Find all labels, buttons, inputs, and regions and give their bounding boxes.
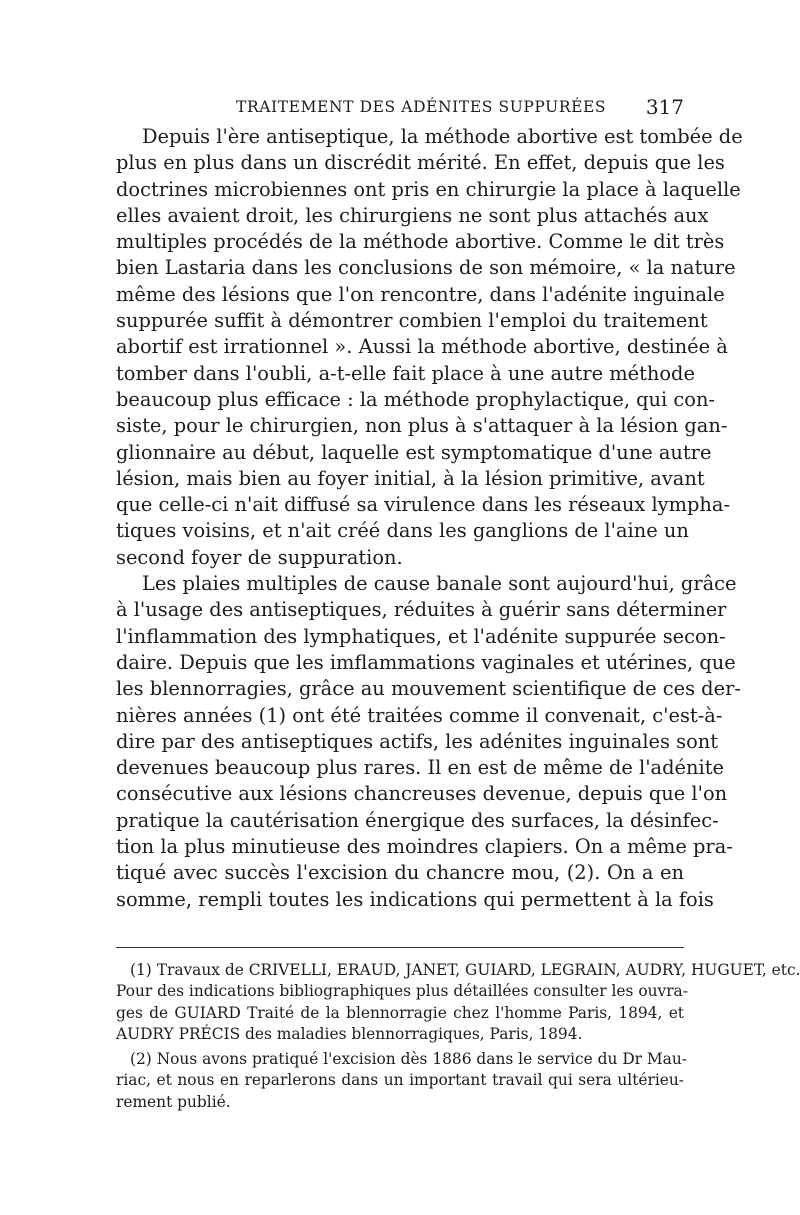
text-line: lésion, mais bien au foyer initial, à la lésion primitive, avant	[116, 466, 705, 490]
footnote-line: riac, et nous en reparlerons dans un important travail qui sera ultérieu-	[116, 1071, 684, 1090]
text-line: pratique la cautérisation énergique des surfaces, la désinfec-	[116, 808, 719, 832]
page-number: 317	[645, 95, 684, 119]
running-title: TRAITEMENT DES ADÉNITES SUPPURÉES	[236, 98, 607, 116]
text-line: tomber dans l'oubli, a-t-elle fait place à une autre méthode	[116, 361, 695, 385]
text-line: tion la plus minutieuse des moindres clapiers. On a même pra-	[116, 835, 733, 859]
text-line: tiques voisins, et n'ait créé dans les ganglions de l'aine un	[116, 519, 689, 543]
text-line: devenues beaucoup plus rares. Il en est de même de l'adénite	[116, 756, 724, 780]
text-line: à l'usage des antiseptiques, réduites à guérir sans déterminer	[116, 598, 727, 622]
text-line: plus en plus dans un discrédit mérité. En effet, depuis que les	[116, 151, 725, 175]
text-line: glionnaire au début, laquelle est symptomatique d'une autre	[116, 440, 712, 464]
footnote-1	[116, 960, 800, 1045]
text-line: que celle-ci n'ait diffusé sa virulence dans les réseaux lympha-	[116, 493, 731, 517]
text-line: Les plaies multiples de cause banale sont aujourd'hui, grâce	[142, 572, 737, 596]
text-line: l'inflammation des lymphatiques, et l'adénite suppurée secon-	[116, 624, 726, 648]
text-line: tiqué avec succès l'excision du chancre mou, (2). On a en	[116, 861, 684, 885]
text-line: les blennorragies, grâce au mouvement scientifique de ces der-	[116, 677, 741, 701]
text-line: second foyer de suppuration.	[116, 545, 403, 569]
text-line: multiples procédés de la méthode abortive. Comme le dit très	[116, 230, 725, 254]
text-line: nières années (1) ont été traitées comme il convenait, c'est-à-	[116, 703, 723, 727]
text-line: Depuis l'ère antiseptique, la méthode abortive est tombée de	[142, 125, 743, 148]
text-line: daire. Depuis que les imflammations vaginales et utérines, que	[116, 650, 736, 674]
main-text	[116, 124, 743, 913]
footnote-rule	[116, 947, 684, 948]
footnote-line: (2) Nous avons pratiqué l'excision dès 1886 dans le service du Dr Mau-	[130, 1050, 687, 1069]
text-line: consécutive aux lésions chancreuses devenue, depuis que l'on	[116, 782, 728, 806]
text-line: abortif est irrationnel ». Aussi la méthode abortive, destinée à	[116, 335, 728, 359]
text-line: suppurée suffit à démontrer combien l'emploi du traitement	[116, 309, 708, 333]
page-header	[0, 95, 684, 124]
footnote-line: (1) Travaux de CRIVELLI, ERAUD, JANET, GUIARD, LEGRAIN, AUDRY, HUGUET, etc.	[130, 961, 800, 979]
text-line: elles avaient droit, les chirurgiens ne sont plus attachés aux	[116, 203, 709, 227]
text-line: même des lésions que l'on rencontre, dans l'adénite inguinale	[116, 282, 725, 306]
footnote-line: ges de GUIARD Traité de la blennorragie chez l'homme Paris, 1894, et	[116, 1003, 684, 1022]
text-line: doctrines microbiennes ont pris en chirurgie la place à laquelle	[116, 177, 741, 201]
text-line: bien Lastaria dans les conclusions de son mémoire, « la nature	[116, 256, 736, 280]
footnotes	[116, 960, 800, 1113]
footnote-line: rement publié.	[116, 1092, 231, 1111]
footnote-line: Pour des indications bibliographiques plus détaillées consulter les ouvra-	[116, 982, 688, 1001]
text-line: siste, pour le chirurgien, non plus à s'attaquer à la lésion gan-	[116, 414, 728, 438]
text-line: dire par des antiseptiques actifs, les adénites inguinales sont	[116, 729, 719, 753]
text-line: somme, rempli toutes les indications qui permettent à la fois	[116, 887, 714, 911]
text-line: beaucoup plus efficace : la méthode prophylactique, qui con-	[116, 387, 715, 411]
footnote-2	[116, 1049, 687, 1113]
footnote-line: AUDRY PRÉCIS des maladies blennorragiques, Paris, 1894.	[116, 1024, 583, 1043]
